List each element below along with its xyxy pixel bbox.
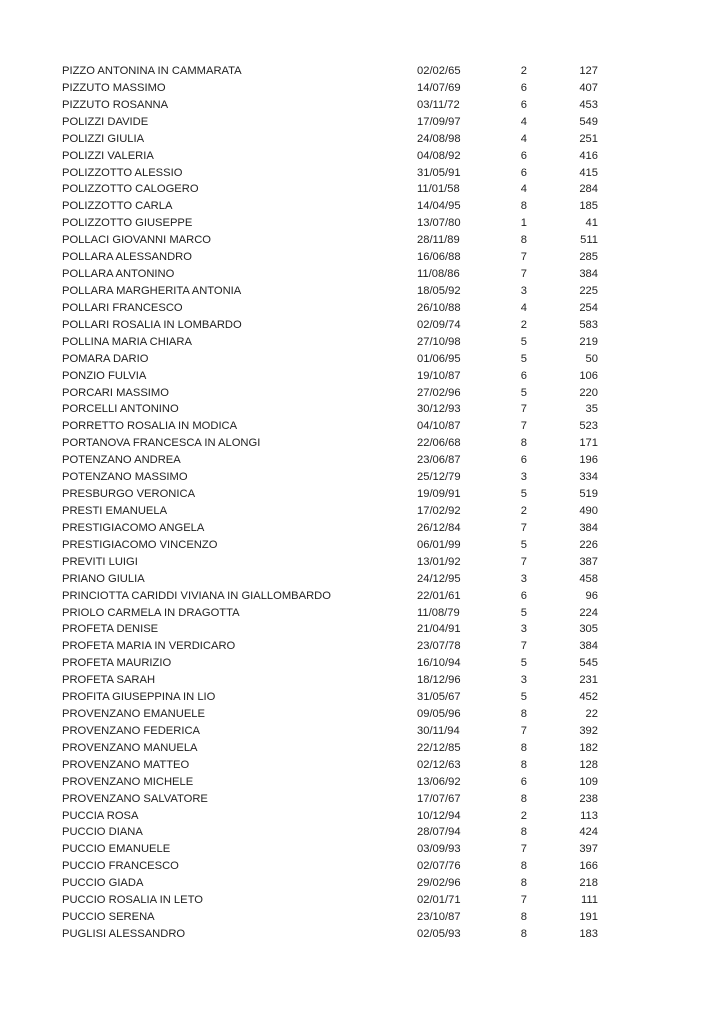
number-value: 220 xyxy=(579,386,598,399)
person-name: PRIANO GIULIA xyxy=(62,572,145,585)
person-name: PROVENZANO MANUELA xyxy=(62,741,198,754)
birth-date: 18/05/92 xyxy=(417,284,461,297)
birth-date: 26/12/84 xyxy=(417,521,461,534)
table-row xyxy=(62,537,598,554)
code-digit: 6 xyxy=(520,166,527,179)
person-name: PORRETTO ROSALIA IN MODICA xyxy=(62,420,238,433)
table-row xyxy=(62,757,598,774)
number-value: 35 xyxy=(585,403,598,416)
table-row xyxy=(62,774,598,791)
table-row xyxy=(62,385,598,402)
birth-date: 04/08/92 xyxy=(417,149,461,162)
person-name: PUCCIO FRANCESCO xyxy=(62,860,179,873)
birth-date: 19/10/87 xyxy=(417,369,461,382)
table-row xyxy=(62,926,598,943)
number-value: 285 xyxy=(579,251,598,264)
table-row xyxy=(62,232,598,249)
number-value: 128 xyxy=(579,758,598,771)
birth-date: 04/10/87 xyxy=(417,420,461,433)
code-digit: 8 xyxy=(520,877,527,890)
person-name: POLLACI GIOVANNI MARCO xyxy=(62,234,211,247)
number-value: 226 xyxy=(579,538,598,551)
code-digit: 6 xyxy=(520,369,527,382)
table-row xyxy=(62,824,598,841)
birth-date: 31/05/91 xyxy=(417,166,461,179)
number-value: 407 xyxy=(579,81,598,94)
code-digit: 3 xyxy=(520,674,527,687)
number-value: 127 xyxy=(579,65,598,77)
person-name: PRESTIGIACOMO VINCENZO xyxy=(62,538,218,551)
person-name: PUCCIA ROSA xyxy=(62,809,139,822)
table-row xyxy=(62,672,598,689)
code-digit: 6 xyxy=(520,149,527,162)
number-value: 50 xyxy=(585,352,598,365)
table-row xyxy=(62,875,598,892)
person-name: POLIZZI VALERIA xyxy=(62,149,154,162)
code-digit: 6 xyxy=(520,589,527,602)
person-name: POTENZANO MASSIMO xyxy=(62,471,188,484)
table-row xyxy=(62,97,598,114)
birth-date: 16/06/88 xyxy=(417,251,461,264)
table-row xyxy=(62,892,598,909)
birth-date: 17/07/67 xyxy=(417,792,461,805)
table-row xyxy=(62,841,598,858)
code-digit: 8 xyxy=(520,437,527,450)
birth-date: 01/06/95 xyxy=(417,352,461,365)
number-value: 111 xyxy=(580,894,598,907)
birth-date: 02/01/71 xyxy=(417,894,461,907)
person-name: PRINCIOTTA CARIDDI VIVIANA IN GIALLOMBARDO xyxy=(62,589,331,602)
table-row xyxy=(62,181,598,198)
number-value: 415 xyxy=(579,166,598,179)
person-name: PUCCIO DIANA xyxy=(62,826,143,839)
table-row xyxy=(62,571,598,588)
table-row xyxy=(62,909,598,926)
birth-date: 03/11/72 xyxy=(417,98,460,111)
person-name: PUCCIO ROSALIA IN LETO xyxy=(62,894,203,907)
table-row xyxy=(62,148,598,165)
birth-date: 18/12/96 xyxy=(417,674,461,687)
birth-date: 11/01/58 xyxy=(417,183,460,196)
birth-date: 11/08/79 xyxy=(417,606,460,619)
code-digit: 8 xyxy=(520,826,527,839)
person-name: PIZZO ANTONINA IN CAMMARATA xyxy=(62,65,242,77)
code-digit: 7 xyxy=(520,403,527,416)
birth-date: 23/10/87 xyxy=(417,911,461,924)
number-value: 387 xyxy=(579,555,598,568)
person-name: PROVENZANO SALVATORE xyxy=(62,792,208,805)
number-value: 523 xyxy=(579,420,598,433)
table-row xyxy=(62,249,598,266)
number-value: 219 xyxy=(579,335,598,348)
number-value: 397 xyxy=(579,843,598,856)
birth-date: 31/05/67 xyxy=(417,691,461,704)
person-name: PROVENZANO FEDERICA xyxy=(62,724,200,737)
number-value: 251 xyxy=(579,132,598,145)
birth-date: 22/01/61 xyxy=(417,589,461,602)
person-name: PROFETA MAURIZIO xyxy=(62,657,172,670)
birth-date: 02/05/93 xyxy=(417,928,461,941)
number-value: 191 xyxy=(579,911,598,924)
code-digit: 6 xyxy=(520,98,527,111)
table-row xyxy=(62,503,598,520)
table-row xyxy=(62,791,598,808)
person-name: PROFETA MARIA IN VERDICARO xyxy=(62,640,236,653)
code-digit: 5 xyxy=(520,538,527,551)
birth-date: 23/06/87 xyxy=(417,454,461,467)
birth-date: 23/07/78 xyxy=(417,640,461,653)
person-name: POLLARA ANTONINO xyxy=(62,268,175,281)
birth-date: 27/10/98 xyxy=(417,335,461,348)
number-value: 511 xyxy=(580,234,598,247)
code-digit: 5 xyxy=(520,606,527,619)
birth-date: 10/12/94 xyxy=(417,809,461,822)
table-row xyxy=(62,368,598,385)
person-name: POLIZZOTTO CARLA xyxy=(62,200,173,213)
birth-date: 25/12/79 xyxy=(417,471,461,484)
number-value: 384 xyxy=(579,268,598,281)
person-name: POLLARI FRANCESCO xyxy=(62,301,183,314)
table-row xyxy=(62,723,598,740)
person-name: POLLARA MARGHERITA ANTONIA xyxy=(62,284,242,297)
number-value: 41 xyxy=(585,217,598,230)
code-digit: 7 xyxy=(520,268,527,281)
birth-date: 24/12/95 xyxy=(417,572,461,585)
code-digit: 7 xyxy=(520,894,527,907)
table-row xyxy=(62,63,598,80)
table-row xyxy=(62,165,598,182)
number-value: 545 xyxy=(579,657,598,670)
code-digit: 8 xyxy=(520,741,527,754)
table-row xyxy=(62,215,598,232)
number-value: 109 xyxy=(579,775,598,788)
table-row xyxy=(62,638,598,655)
birth-date: 02/02/65 xyxy=(417,65,461,77)
number-value: 334 xyxy=(579,471,598,484)
person-name: PROVENZANO EMANUELE xyxy=(62,708,205,721)
table-row xyxy=(62,351,598,368)
number-value: 392 xyxy=(579,724,598,737)
number-value: 490 xyxy=(579,504,598,517)
table-row xyxy=(62,334,598,351)
table-row xyxy=(62,740,598,757)
table-row xyxy=(62,266,598,283)
person-name: PROVENZANO MICHELE xyxy=(62,775,194,788)
table-row xyxy=(62,300,598,317)
table-row xyxy=(62,469,598,486)
code-digit: 3 xyxy=(520,623,527,636)
birth-date: 03/09/93 xyxy=(417,843,461,856)
birth-date: 19/09/91 xyxy=(417,488,461,501)
table-row xyxy=(62,588,598,605)
person-name: PRIOLO CARMELA IN DRAGOTTA xyxy=(62,606,240,619)
person-name: PIZZUTO ROSANNA xyxy=(62,98,169,111)
number-value: 113 xyxy=(580,809,598,822)
code-digit: 4 xyxy=(520,115,527,128)
table-row xyxy=(62,131,598,148)
code-digit: 6 xyxy=(520,454,527,467)
number-value: 96 xyxy=(585,589,598,602)
birth-date: 29/02/96 xyxy=(417,877,461,890)
number-value: 416 xyxy=(579,149,598,162)
table-row xyxy=(62,706,598,723)
person-name: POLIZZI GIULIA xyxy=(62,132,145,145)
name-list-table xyxy=(62,63,598,943)
person-name: PUCCIO EMANUELE xyxy=(62,843,171,856)
code-digit: 3 xyxy=(520,284,527,297)
person-name: POLIZZI DAVIDE xyxy=(62,115,149,128)
code-digit: 7 xyxy=(520,521,527,534)
birth-date: 27/02/96 xyxy=(417,386,461,399)
code-digit: 7 xyxy=(520,420,527,433)
person-name: PREVITI LUIGI xyxy=(62,555,138,568)
number-value: 284 xyxy=(579,183,598,196)
table-row xyxy=(62,283,598,300)
code-digit: 7 xyxy=(520,555,527,568)
birth-date: 13/06/92 xyxy=(417,775,461,788)
code-digit: 4 xyxy=(520,301,527,314)
birth-date: 13/07/80 xyxy=(417,217,461,230)
table-row xyxy=(62,605,598,622)
code-digit: 8 xyxy=(520,928,527,941)
code-digit: 8 xyxy=(520,708,527,721)
code-digit: 8 xyxy=(520,860,527,873)
table-row xyxy=(62,655,598,672)
person-name: POLLARA ALESSANDRO xyxy=(62,251,192,264)
number-value: 224 xyxy=(579,606,598,619)
birth-date: 14/07/69 xyxy=(417,81,461,94)
code-digit: 8 xyxy=(520,758,527,771)
number-value: 22 xyxy=(585,708,598,721)
person-name: PONZIO FULVIA xyxy=(62,369,147,382)
code-digit: 8 xyxy=(520,234,527,247)
table-row xyxy=(62,435,598,452)
birth-date: 28/11/89 xyxy=(417,234,460,247)
code-digit: 5 xyxy=(520,335,527,348)
table-row xyxy=(62,554,598,571)
person-name: POLIZZOTTO CALOGERO xyxy=(62,183,199,196)
number-value: 519 xyxy=(579,488,598,501)
number-value: 452 xyxy=(579,691,598,704)
number-value: 458 xyxy=(579,572,598,585)
birth-date: 06/01/99 xyxy=(417,538,461,551)
number-value: 305 xyxy=(579,623,598,636)
birth-date: 26/10/88 xyxy=(417,301,461,314)
table-row xyxy=(62,401,598,418)
table-row xyxy=(62,114,598,131)
code-digit: 8 xyxy=(520,200,527,213)
person-name: POLIZZOTTO ALESSIO xyxy=(62,166,183,179)
number-value: 218 xyxy=(579,877,598,890)
code-digit: 3 xyxy=(520,572,527,585)
code-digit: 4 xyxy=(520,132,527,145)
birth-date: 24/08/98 xyxy=(417,132,461,145)
person-name: PROFETA SARAH xyxy=(62,674,156,687)
number-value: 106 xyxy=(579,369,598,382)
person-name: POLLINA MARIA CHIARA xyxy=(62,335,192,348)
birth-date: 30/11/94 xyxy=(417,724,460,737)
person-name: PROFETA DENISE xyxy=(62,623,159,636)
number-value: 453 xyxy=(579,98,598,111)
person-name: POTENZANO ANDREA xyxy=(62,454,181,467)
table-row xyxy=(62,80,598,97)
number-value: 384 xyxy=(579,640,598,653)
number-value: 166 xyxy=(579,860,598,873)
code-digit: 7 xyxy=(520,843,527,856)
birth-date: 28/07/94 xyxy=(417,826,461,839)
code-digit: 7 xyxy=(520,251,527,264)
code-digit: 5 xyxy=(520,488,527,501)
person-name: PUGLISI ALESSANDRO xyxy=(62,928,186,941)
birth-date: 21/04/91 xyxy=(417,623,461,636)
person-name: PORCELLI ANTONINO xyxy=(62,403,179,416)
number-value: 238 xyxy=(579,792,598,805)
code-digit: 7 xyxy=(520,724,527,737)
code-digit: 6 xyxy=(520,775,527,788)
birth-date: 17/02/92 xyxy=(417,504,461,517)
table-row xyxy=(62,418,598,435)
code-digit: 5 xyxy=(520,657,527,670)
table-row xyxy=(62,621,598,638)
number-value: 384 xyxy=(579,521,598,534)
person-name: PROFITA GIUSEPPINA IN LIO xyxy=(62,691,216,704)
number-value: 583 xyxy=(579,318,598,331)
table-row xyxy=(62,520,598,537)
person-name: PRESTI EMANUELA xyxy=(62,504,168,517)
table-row xyxy=(62,858,598,875)
code-digit: 2 xyxy=(520,65,527,77)
code-digit: 2 xyxy=(520,504,527,517)
table-row xyxy=(62,689,598,706)
code-digit: 5 xyxy=(520,352,527,365)
number-value: 549 xyxy=(579,115,598,128)
person-name: PRESBURGO VERONICA xyxy=(62,488,196,501)
code-digit: 8 xyxy=(520,911,527,924)
table-row xyxy=(62,452,598,469)
person-name: POMARA DARIO xyxy=(62,352,149,365)
code-digit: 3 xyxy=(520,471,527,484)
code-digit: 5 xyxy=(520,691,527,704)
birth-date: 22/12/85 xyxy=(417,741,461,754)
birth-date: 02/12/63 xyxy=(417,758,461,771)
code-digit: 4 xyxy=(520,183,527,196)
number-value: 185 xyxy=(579,200,598,213)
birth-date: 11/08/86 xyxy=(417,268,460,281)
code-digit: 6 xyxy=(520,81,527,94)
number-value: 424 xyxy=(579,826,598,839)
number-value: 171 xyxy=(579,437,598,450)
number-value: 225 xyxy=(579,284,598,297)
code-digit: 1 xyxy=(520,217,527,230)
number-value: 183 xyxy=(579,928,598,941)
code-digit: 7 xyxy=(520,640,527,653)
table-row xyxy=(62,198,598,215)
number-value: 231 xyxy=(579,674,598,687)
person-name: PIZZUTO MASSIMO xyxy=(62,81,166,94)
number-value: 196 xyxy=(579,454,598,467)
person-name: PUCCIO SERENA xyxy=(62,911,155,924)
person-name: POLIZZOTTO GIUSEPPE xyxy=(62,217,193,230)
birth-date: 09/05/96 xyxy=(417,708,461,721)
person-name: POLLARI ROSALIA IN LOMBARDO xyxy=(62,318,242,331)
table-row xyxy=(62,486,598,503)
birth-date: 30/12/93 xyxy=(417,403,461,416)
birth-date: 02/07/76 xyxy=(417,860,461,873)
person-name: PORCARI MASSIMO xyxy=(62,386,169,399)
code-digit: 8 xyxy=(520,792,527,805)
birth-date: 14/04/95 xyxy=(417,200,461,213)
number-value: 182 xyxy=(579,741,598,754)
person-name: PROVENZANO MATTEO xyxy=(62,758,190,771)
table-row xyxy=(62,808,598,825)
table-row xyxy=(62,317,598,334)
code-digit: 2 xyxy=(520,318,527,331)
birth-date: 02/09/74 xyxy=(417,318,461,331)
number-value: 254 xyxy=(579,301,598,314)
person-name: PORTANOVA FRANCESCA IN ALONGI xyxy=(62,437,261,450)
birth-date: 17/09/97 xyxy=(417,115,461,128)
code-digit: 2 xyxy=(520,809,527,822)
person-name: PUCCIO GIADA xyxy=(62,877,144,890)
person-name: PRESTIGIACOMO ANGELA xyxy=(62,521,205,534)
birth-date: 13/01/92 xyxy=(417,555,461,568)
birth-date: 22/06/68 xyxy=(417,437,461,450)
code-digit: 5 xyxy=(520,386,527,399)
birth-date: 16/10/94 xyxy=(417,657,461,670)
